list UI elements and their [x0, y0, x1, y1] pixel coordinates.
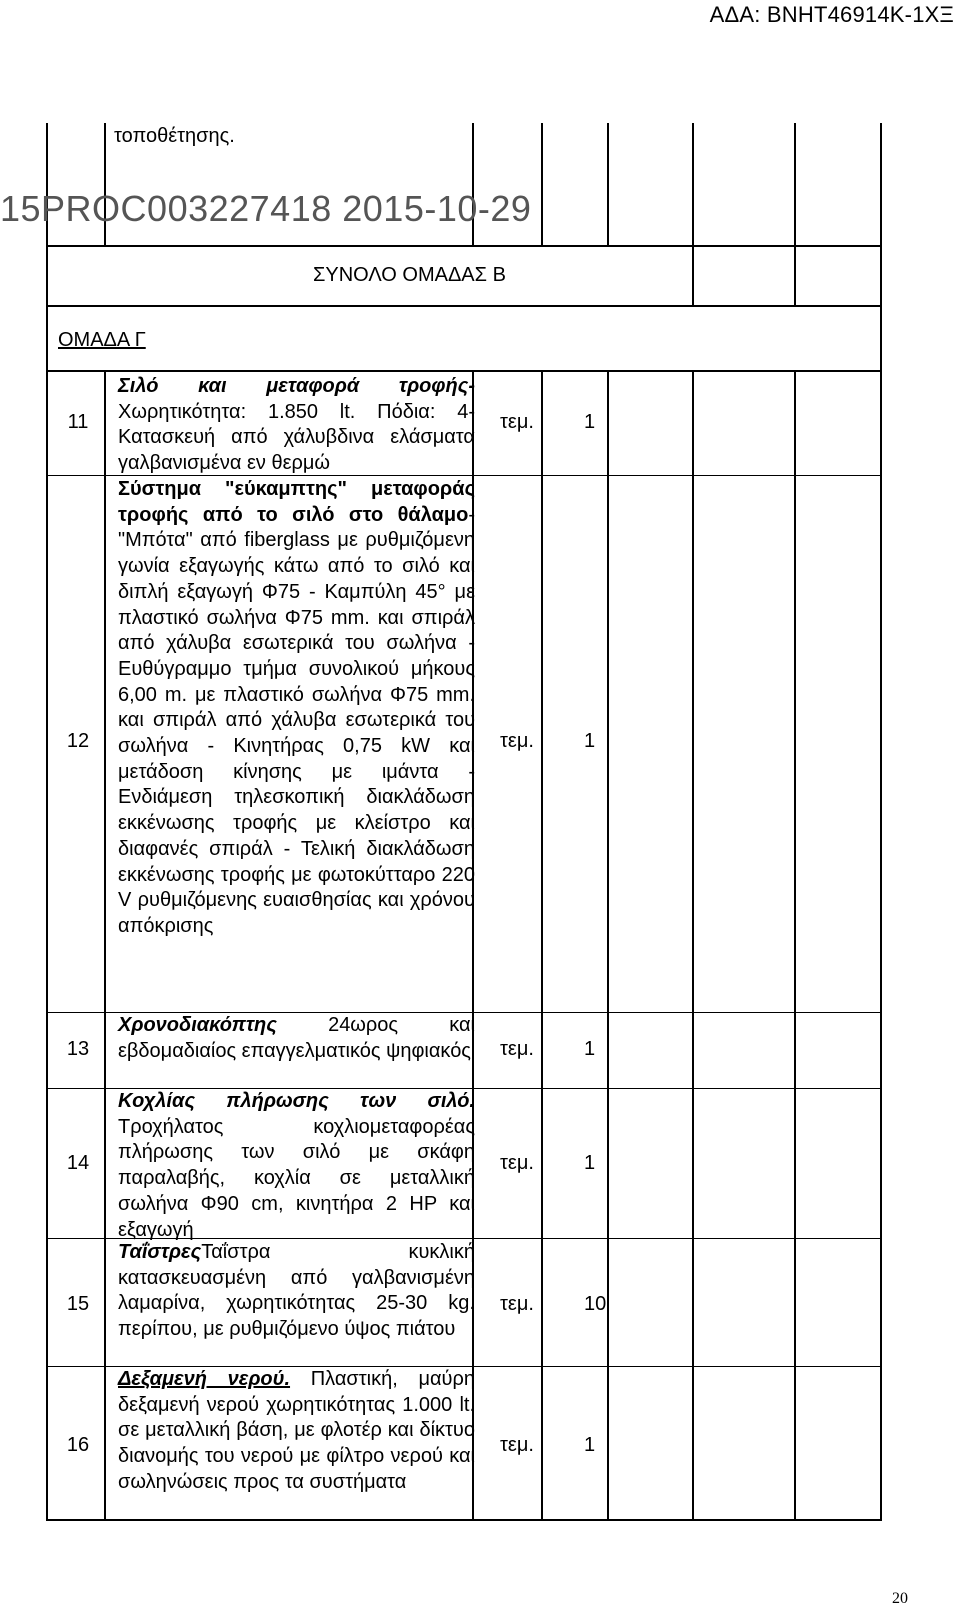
row-number: 16 [66, 1434, 90, 1456]
row-number: 11 [67, 411, 89, 433]
quantity: 1 [584, 411, 596, 433]
group-b-total: ΣΥΝΟΛΟ ΟΜΑΔΑΣ Β [313, 264, 506, 286]
item-title: Χρονοδιακόπτης [118, 1014, 277, 1036]
quantity: 1 [584, 1434, 596, 1456]
quantity: 1 [584, 1152, 596, 1174]
row-number: 13 [66, 1038, 90, 1060]
ada-code: ΑΔΑ: ΒΝΗΤ46914Κ-1ΧΞ [709, 2, 954, 27]
item-title: Δεξαμενή νερού. [118, 1368, 291, 1390]
group-c-title: ΟΜΑΔΑ Γ [58, 329, 146, 351]
item-text: Πλαστική, μαύρη δεξαμενή νερού χωρητικότητας 1.000 lt. σε μεταλλική βάση, με φλοτέρ και δίκτυο διανομής του νερού με φίλτρο νερού και σωληνώσεις προς τα συστήματα [118, 1368, 475, 1493]
procurement-watermark: 15PROC003227418 2015-10-29 [0, 188, 532, 229]
item-description [118, 1013, 475, 1064]
item-text: Ταΐστρα κυκλική κατασκευασμένη από γαλβανισμένη λαμαρίνα, χωρητικότητας 25-30 kg. περίπου, με ρυθμιζόμενο ύψος πιάτου [118, 1241, 475, 1341]
continued-text: τοποθέτησης. [114, 125, 235, 147]
item-text: Χωρητικότητα: 1.850 lt. Πόδια: 4- Κατασκευή από χάλυβδινα ελάσματα γαλβανισμένα εν θερμώ [118, 400, 475, 475]
item-title: Σιλό και μεταφορά τροφής- [118, 375, 475, 397]
row-number: 12 [66, 730, 90, 752]
item-text: Τροχήλατος κοχλιομεταφορέας πλήρωσης των σιλό με σκάφη παραλαβής, κοχλία σε μεταλλική σωλήνα Φ90 cm, κινητήρα 2 HP και εξαγωγή [118, 1115, 475, 1241]
item-title: Ταΐστρες [118, 1241, 202, 1263]
item-title: Σύστημα "εύκαμπτης" μεταφοράς τροφής από το σιλό στο θάλαμο [118, 478, 475, 526]
item-text: - "Μπότα" από fiberglass με ρυθμιζόμενη γωνία εξαγωγής κάτω από το σιλό και διπλή εξαγωγή Φ75 - Καμπύλη 45° με πλαστικό σωλήνα Φ75 mm. και σπιράλ από χάλυβα εσωτερικά του σωλήνα - Ευθύγραμμο τμήμα συνολικού μήκους 6,00 m. με πλαστικό σωλήνα Φ75 mm. και σπιράλ από χάλυβα εσωτερικά του σωλήνα - Κινητήρας 0,75 kW και μετάδοση κίνησης με ιμάντα - Ενδιάμεση τηλεσκοπική διακλάδωση εκκένωσης τροφής με κλείστρο και διαφανές σπιράλ - Τελική διακλάδωση εκκένωσης τροφής με φωτοκύτταρο 220 V ρυθμιζόμενης ευαισθησίας και χρόνου απόκρισης [118, 503, 475, 937]
item-description [118, 477, 475, 940]
unit: τεμ. [500, 730, 534, 752]
item-description [118, 1089, 475, 1243]
item-description [118, 1240, 475, 1343]
page-number: 20 [892, 1590, 908, 1607]
unit: τεμ. [500, 1152, 534, 1174]
quantity: 1 [584, 1038, 596, 1060]
row-number: 14 [66, 1152, 90, 1174]
quantity: 10 [584, 1293, 607, 1315]
item-description [118, 1367, 475, 1496]
item-text: 24ωρος και εβδομαδιαίος επαγγελματικός ψηφιακός [118, 1014, 475, 1062]
item-title: Κοχλίας πλήρωσης των σιλό. [118, 1090, 475, 1112]
unit: τεμ. [500, 1293, 534, 1315]
unit: τεμ. [500, 1038, 534, 1060]
item-description [118, 374, 475, 477]
quantity: 1 [584, 730, 596, 752]
unit: τεμ. [500, 1434, 534, 1456]
row-number: 15 [66, 1293, 90, 1315]
unit: τεμ. [500, 411, 534, 433]
